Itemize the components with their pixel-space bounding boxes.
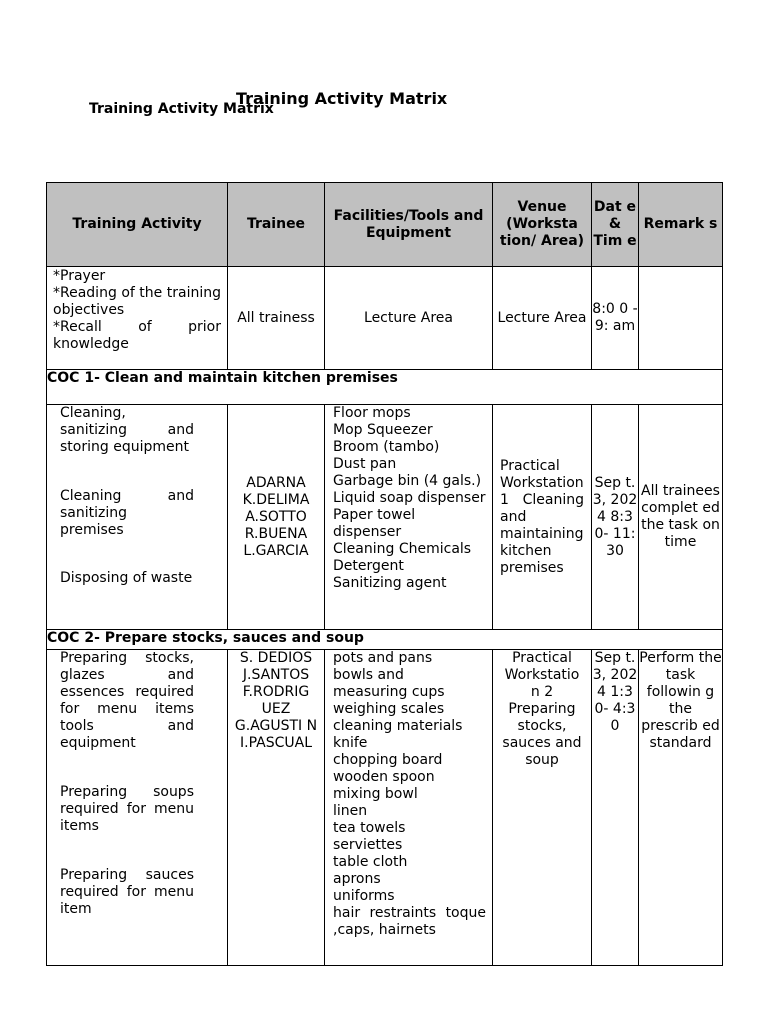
coc1-date-cell: Sep t. 3, 202 4 8:3 0- 11: 30 (592, 405, 639, 630)
facility-item: Paper towel dispenser (333, 507, 416, 540)
coc2-heading-row (47, 630, 723, 650)
opening-facilities-cell: Lecture Area (325, 267, 493, 370)
facility-item: chopping board (333, 752, 443, 768)
trainee-name: L.GARCIA (243, 542, 309, 559)
facility-item: hair restraints toque ,caps, hairnets (333, 905, 486, 938)
opening-trainee-cell: All trainess (228, 267, 325, 370)
trainee-name: K.DELIMA (242, 491, 310, 508)
table-header-row (47, 183, 723, 267)
facility-item: weighing scales (333, 701, 445, 717)
activity-item: *Prayer (53, 268, 106, 284)
coc1-heading-row (47, 370, 723, 405)
facility-item: bowls and (333, 667, 404, 683)
trainee-name: J.SANTOS (242, 667, 310, 683)
facility-item: wooden spoon (333, 769, 435, 785)
facility-item: pots and pans (333, 650, 433, 666)
coc2-facilities-cell (325, 650, 493, 966)
activity-item: *Reading of the training objectives (53, 285, 221, 318)
facility-item: Floor mops (333, 405, 411, 421)
coc1-activity-cell (47, 405, 228, 630)
coc1-facilities-cell (325, 405, 493, 630)
facility-item: tea towels (333, 820, 406, 836)
coc2-venue-cell: Practical Workstatio n 2 Preparing stocks, sauces and soup (493, 650, 592, 966)
activity-item: Preparing stocks, glazes and essences required for menu items tools and equipment (60, 650, 194, 751)
facility-item: serviettes (333, 837, 403, 853)
coc1-remarks-cell: All trainees complet ed the task on time (639, 405, 723, 630)
coc2-date-cell: Sep t. 3, 202 4 1:3 0- 4:3 0 (592, 650, 639, 966)
facility-item: Cleaning Chemicals (333, 541, 472, 557)
trainee-name: I.PASCUAL (240, 735, 312, 751)
trainee-name: ADARNA (246, 474, 306, 491)
coc2-remarks-cell: Perform the task followin g the prescrib ed standard (639, 650, 723, 966)
activity-item: Cleaning and sanitizing premises (60, 488, 194, 538)
coc1-trainee-cell (228, 405, 325, 630)
facility-item: Sanitizing agent (333, 575, 447, 591)
table-row-coc1 (47, 405, 723, 630)
trainee-name: S. DEDIOS (239, 650, 313, 666)
header-date-time: Dat e & Tim e (592, 183, 639, 267)
coc2-heading: COC 2- Prepare stocks, sauces and soup (47, 630, 723, 650)
training-matrix-table (46, 182, 723, 966)
facility-item: mixing bowl (333, 786, 418, 802)
page-subtitle: Training Activity Matrix (89, 101, 274, 117)
trainee-name: F.RODRIG UEZ (242, 684, 310, 717)
facility-item: Dust pan (333, 456, 397, 472)
facility-item: linen (333, 803, 368, 819)
facility-item: Detergent (333, 558, 404, 574)
coc2-activity-cell (47, 650, 228, 966)
facility-item: aprons (333, 871, 381, 887)
opening-remarks-cell (639, 267, 723, 370)
activity-item: Disposing of waste (60, 570, 193, 586)
trainee-name: R.BUENA (244, 525, 308, 542)
table-row-coc2 (47, 650, 723, 966)
header-remarks: Remark s (639, 183, 723, 267)
page-title: Training Activity Matrix (236, 89, 448, 108)
facility-item: Liquid soap dispenser (333, 490, 486, 506)
facility-item: Broom (tambo) (333, 439, 440, 455)
facility-item: measuring cups (333, 684, 445, 700)
facility-item: cleaning materials (333, 718, 463, 734)
facility-item: knife (333, 735, 368, 751)
opening-venue-cell: Lecture Area (493, 267, 592, 370)
header-venue: Venue (Worksta tion/ Area) (493, 183, 592, 267)
header-trainee: Trainee (228, 183, 325, 267)
facility-item: Garbage bin (4 gals.) (333, 473, 482, 489)
trainee-name: A.SOTTO (245, 508, 307, 525)
coc1-heading: COC 1- Clean and maintain kitchen premises (47, 370, 723, 405)
table-row-opening (47, 267, 723, 370)
facility-item: uniforms (333, 888, 395, 904)
activity-item: Preparing soups required for menu items (60, 784, 194, 834)
trainee-name: G.AGUSTI N (234, 718, 318, 734)
facility-item: table cloth (333, 854, 408, 870)
opening-activity-cell (47, 267, 228, 370)
activity-item: *Recall of prior knowledge (53, 319, 221, 352)
facility-item: Mop Squeezer (333, 422, 433, 438)
coc2-trainee-cell (228, 650, 325, 966)
activity-item: Preparing sauces required for menu item (60, 867, 194, 917)
opening-date-cell: 8:0 0 - 9: am (592, 267, 639, 370)
activity-item: Cleaning, sanitizing and storing equipment (60, 405, 194, 455)
header-training-activity: Training Activity (47, 183, 228, 267)
header-facilities: Facilities/Tools and Equipment (325, 183, 493, 267)
coc1-venue-cell: Practical Workstation 1 Cleaning and maintaining kitchen premises (493, 405, 592, 630)
